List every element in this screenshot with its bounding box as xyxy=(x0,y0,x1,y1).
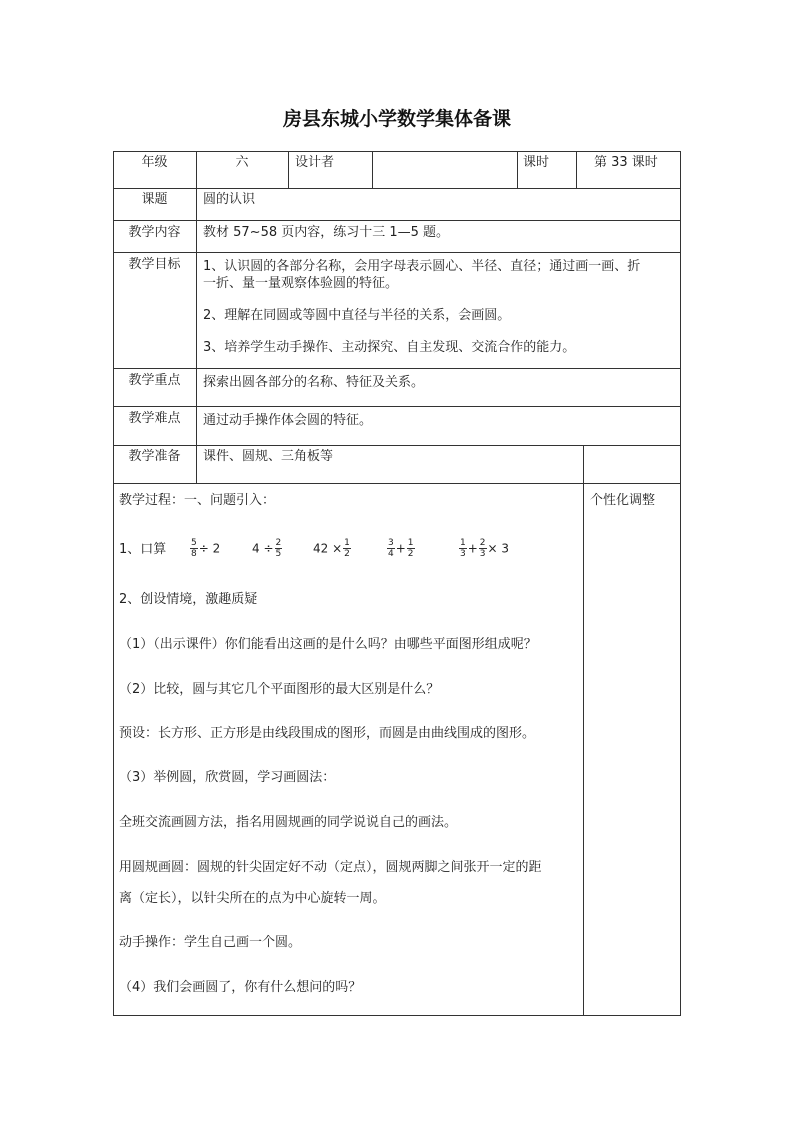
topic-value: 圆的认识 xyxy=(203,192,256,207)
document-title: 房县东城小学数学集体备课 xyxy=(282,108,511,130)
adjustment-label: 个性化调整 xyxy=(590,493,656,508)
topic-label: 课题 xyxy=(141,192,168,207)
content-label: 教学内容 xyxy=(128,225,181,240)
content-value: 教材 57~58 页内容，练习十三 1—5 题。 xyxy=(203,225,450,240)
process-line: 离（定长），以针尖所在的点为中心旋转一周。 xyxy=(119,891,386,906)
prep-label: 教学准备 xyxy=(128,449,181,464)
grade-value: 六 xyxy=(235,155,249,170)
process-line: 用圆规画圆：圆规的针尖固定好不动（定点），圆规两脚之间张开一定的距 xyxy=(119,860,542,875)
process-line: 预设：长方形、正方形是由线段围成的图形，而圆是由曲线围成的图形。 xyxy=(119,726,536,741)
grade-label: 年级 xyxy=(141,155,168,170)
period-value: 第 33 课时 xyxy=(594,155,658,170)
expression-5: $\frac{1}{3}$ + $\frac{2}{3}$ × 3 xyxy=(460,538,510,559)
process-line: 2、创设情境，激趣质疑 xyxy=(119,592,258,607)
expression-3: 42 × $\frac{1}{2}$ xyxy=(313,538,350,559)
process-line: （2）比较，圆与其它几个平面图形的最大区别是什么？ xyxy=(119,682,440,697)
goal-line: 1、认识圆的各部分名称，会用字母表示圆心、半径、直径；通过画一画、折 xyxy=(203,259,641,274)
designer-label: 设计者 xyxy=(295,155,335,170)
oral-calc-label: 1、口算 xyxy=(119,542,167,557)
process-line: （3）举例圆，欣赏圆，学习画圆法： xyxy=(119,770,336,785)
goals-label: 教学目标 xyxy=(128,257,181,272)
key-point-value: 探索出圆各部分的名称、特征及关系。 xyxy=(203,375,425,390)
goal-line: 2、理解在同圆或等圆中直径与半径的关系，会画圆。 xyxy=(203,308,511,323)
expression-4: $\frac{3}{4}$ + $\frac{1}{2}$ xyxy=(388,538,414,559)
difficulty-label: 教学难点 xyxy=(128,411,181,426)
period-label: 课时 xyxy=(523,155,550,170)
expression-1: $\frac{5}{8}$ ÷ 2 xyxy=(191,538,221,559)
process-header: 教学过程：一、问题引入： xyxy=(119,493,276,508)
process-line: （4）我们会画圆了，你有什么想问的吗？ xyxy=(119,980,362,995)
difficulty-value: 通过动手操作体会圆的特征。 xyxy=(203,413,373,428)
expression-2: 4 ÷ $\frac{2}{5}$ xyxy=(252,538,282,559)
goal-line: 3、培养学生动手操作、主动探究、自主发现、交流合作的能力。 xyxy=(203,340,576,355)
process-line: 动手操作：学生自己画一个圆。 xyxy=(119,935,302,950)
prep-value: 课件、圆规、三角板等 xyxy=(203,449,334,464)
process-line: 全班交流画圆方法，指名用圆规画的同学说说自己的画法。 xyxy=(119,815,458,830)
key-point-label: 教学重点 xyxy=(128,373,181,388)
process-line: （1）（出示课件）你们能看出这画的是什么吗？由哪些平面图形组成呢？ xyxy=(119,637,537,652)
goal-line: 一折、量一量观察体验圆的特征。 xyxy=(203,276,399,291)
